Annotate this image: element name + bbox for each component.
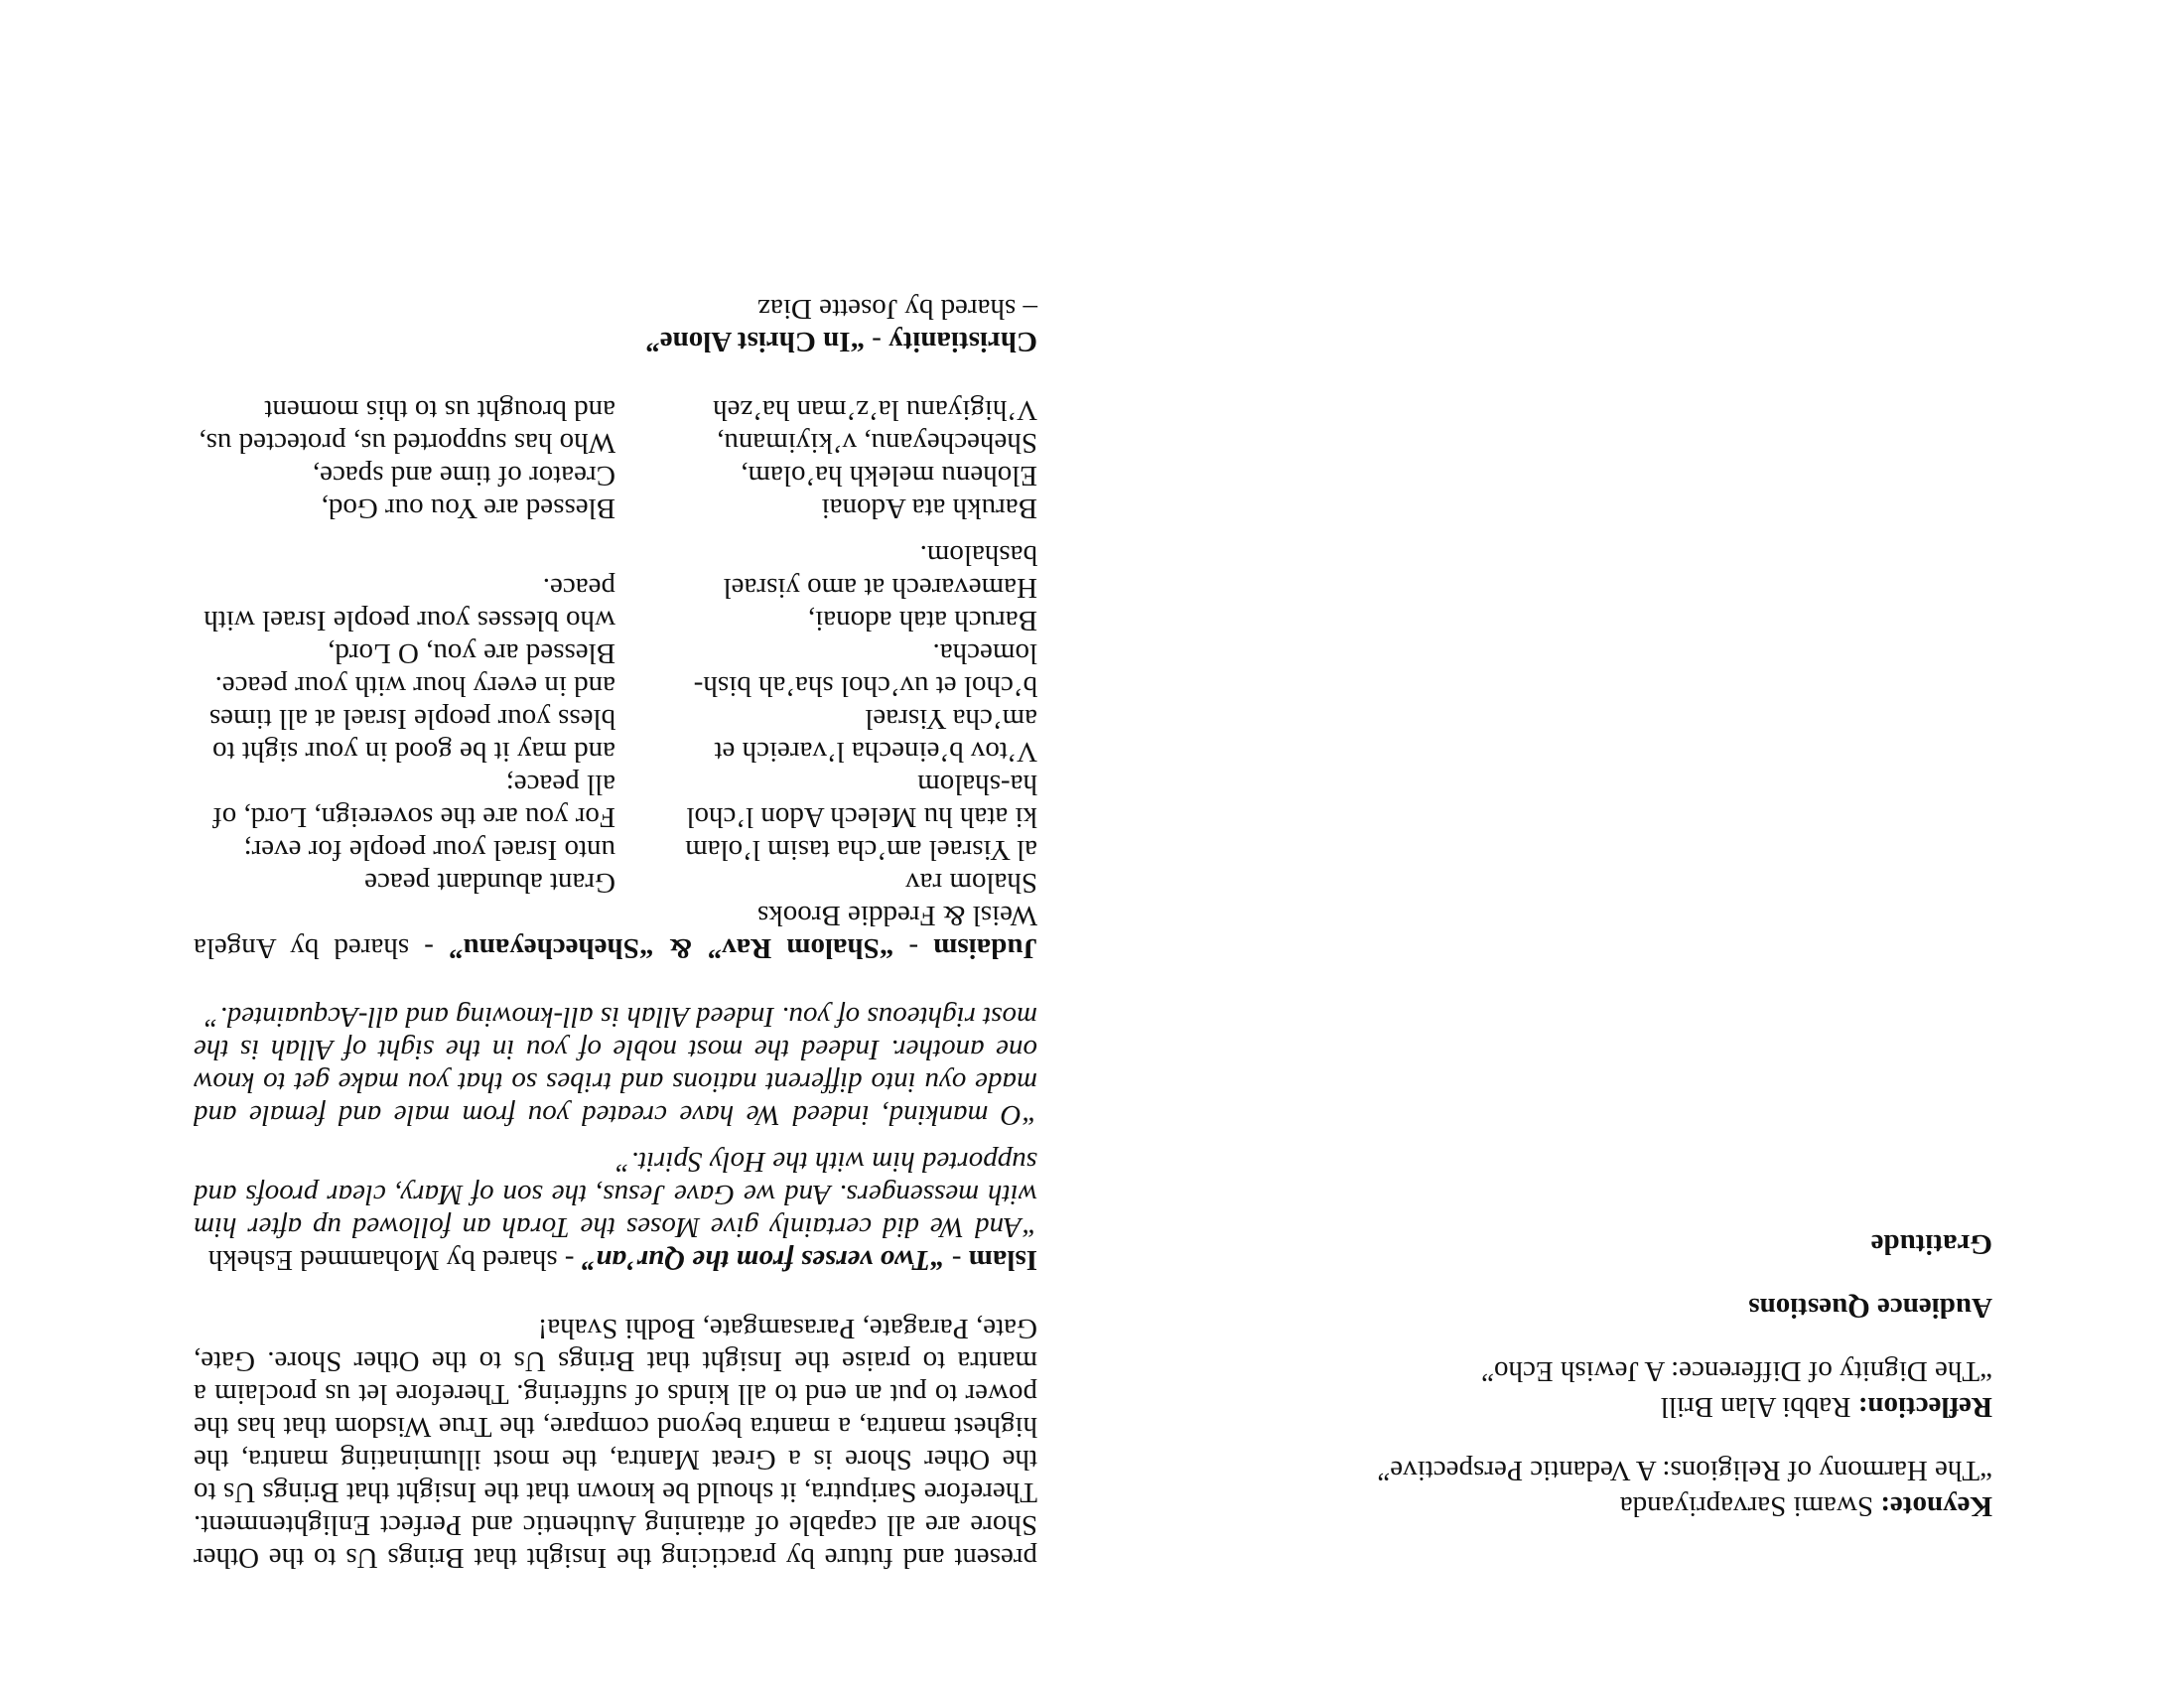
keynote-speaker: Swami Sarvapriyanda <box>1619 1490 1881 1522</box>
judaism-heading <box>194 899 1037 964</box>
judaism-section <box>194 393 1037 964</box>
shalom-rav-table <box>194 538 1037 899</box>
hebrew-text: Shalom rav <box>905 867 1037 899</box>
english-text <box>194 538 615 571</box>
reflection-speaker: Rabbi Alan Brill <box>1660 1391 1858 1423</box>
hebrew-text: ha-shalom <box>917 769 1037 800</box>
shalom-rav-line <box>194 735 1037 768</box>
islam-heading <box>194 1243 1037 1276</box>
hebrew-text: lomecha. <box>932 637 1037 669</box>
hebrew-text: Barukh ata Adonai <box>821 492 1037 524</box>
islam-credit: - shared by Mohammed Eshekh <box>207 1244 582 1276</box>
english-text: Blessed are You our God, <box>321 492 615 524</box>
english-text: Who has supported us, protected us, <box>199 427 615 459</box>
gratitude-heading: Gratitude <box>1870 1228 1992 1260</box>
english-text: Grant abundant peace <box>364 867 615 899</box>
english-text: Blessed are you, O Lord, <box>328 637 615 669</box>
keynote-label: Keynote: <box>1880 1490 1992 1522</box>
shehecheyanu-line <box>194 426 1037 459</box>
shehecheyanu-table <box>194 393 1037 524</box>
judaism-label: Judaism <box>933 932 1037 964</box>
keynote-section <box>1168 1453 1992 1524</box>
christianity-label: Christianity <box>888 326 1037 357</box>
hebrew-text: Hamevarech at amo yisrael <box>723 572 1037 604</box>
audience-questions: Audience Questions <box>1748 1292 1992 1324</box>
shehecheyanu-line <box>194 459 1037 492</box>
hebrew-text: V’tov b’einecha l’vareich et <box>714 736 1037 768</box>
program-column <box>1168 1226 1992 1524</box>
islam-verse-1: “And We did certainly give Moses the Torah an followed up after him with messengers. And we Gave Jesus, the son of Mary, clear proofs and supported him with the Holy Spirit.” <box>194 1146 1037 1243</box>
reflection-label: Reflection: <box>1857 1391 1992 1423</box>
judaism-credit: - shared by Angela Weisl & Freddie Brooks <box>194 900 1037 964</box>
english-text: and brought us to this moment <box>264 394 615 426</box>
keynote-line <box>1168 1488 1992 1524</box>
keynote-title: “The Harmony of Religions: A Vedantic Perspective” <box>1377 1455 1992 1486</box>
english-text: and may it be good in your sight to <box>212 736 615 768</box>
islam-label: Islam <box>968 1244 1037 1276</box>
shalom-rav-line <box>194 768 1037 800</box>
hebrew-text: b’chol et uv’chol sha’ah bish- <box>693 670 1037 702</box>
shalom-rav-line <box>194 636 1037 669</box>
english-text: unto Israel your people for ever; <box>243 834 615 866</box>
christianity-title: “In Christ Alone” <box>645 326 865 357</box>
shalom-rav-line <box>194 604 1037 636</box>
christianity-credit: – shared by Josette Diaz <box>757 293 1037 325</box>
english-text: all peace; <box>505 769 615 800</box>
reflection-title: “The Dignity of Difference: A Jewish Echo” <box>1481 1355 1992 1387</box>
hebrew-text: al Yisrael am’cha tasim l’olam <box>685 834 1037 866</box>
shehecheyanu-line <box>194 492 1037 524</box>
islam-verse-2: “O mankind, indeed We have created you from male and female and made oyu into different nations and tribes so that you make get to know one another. Indeed the most noble of you in the sight of Allah is the most righteous of you. Indeed Allah is all-knowing and all-Acquainted.” <box>194 1001 1037 1131</box>
hebrew-text: ki atah hu Melech Adon l’chol <box>686 801 1037 833</box>
buddhism-sutra-ending: present and future by practicing the Insight that Brings Us to the Other Shore are all capable of attaining Authentic and Perfect Enlightenment. Therefore Sariputra, it should be known that the Insight that Brings Us to the Other Shore is a Great Mantra, the most illuminating mantra, the highest mantra, a mantra beyond compare, the True Wisdom that has the power to put an end to all kinds of suffering. Therefore let us proclaim a mantra to praise the Insight that Brings Us to the Other Shore. Gate, Gate, Paragate, Parasamgate, Bodhi Svaha! <box>194 1313 1037 1574</box>
shalom-rav-line <box>194 702 1037 735</box>
english-text: who blesses your people Israel with <box>204 605 615 636</box>
hebrew-text: bashalom. <box>919 539 1037 571</box>
hebrew-text: Elohenu melekh ha’olam, <box>741 460 1037 492</box>
shalom-rav-line <box>194 538 1037 571</box>
hebrew-text: am’cha Yisrael <box>865 703 1037 735</box>
shalom-rav-line <box>194 833 1037 866</box>
english-text: bless your people Israel at all times <box>208 703 615 735</box>
christianity-dash: - <box>864 326 889 357</box>
judaism-dash: - <box>893 932 934 964</box>
shalom-rav-line <box>194 866 1037 899</box>
reflection-section <box>1168 1353 1992 1425</box>
hebrew-text: Baruch atah adonai, <box>807 605 1037 636</box>
hebrew-text: V’higiyanu la’z’man ha’zeh <box>713 394 1037 426</box>
shalom-rav-line <box>194 800 1037 833</box>
english-text: For you are the sovereign, Lord, of <box>212 801 615 833</box>
reflection-line <box>1168 1389 1992 1425</box>
shalom-rav-line <box>194 571 1037 604</box>
shehecheyanu-line <box>194 393 1037 426</box>
christianity-section <box>194 292 1037 357</box>
christianity-heading <box>194 325 1037 357</box>
judaism-title: “Shalom Rav” & “Shehecheyanu” <box>449 932 894 964</box>
readings-column <box>194 292 1037 1574</box>
english-text: Creator of time and space, <box>312 460 615 492</box>
shalom-rav-line <box>194 669 1037 702</box>
english-text: peace. <box>542 572 615 604</box>
islam-dash: - <box>944 1244 969 1276</box>
islam-section <box>194 1000 1037 1276</box>
hebrew-text: Shehecheyanu, v’kiyimanu, <box>717 427 1037 459</box>
islam-title: “Two verses from the Qur’an” <box>581 1244 945 1276</box>
english-text: and in every hour with your peace. <box>214 670 615 702</box>
